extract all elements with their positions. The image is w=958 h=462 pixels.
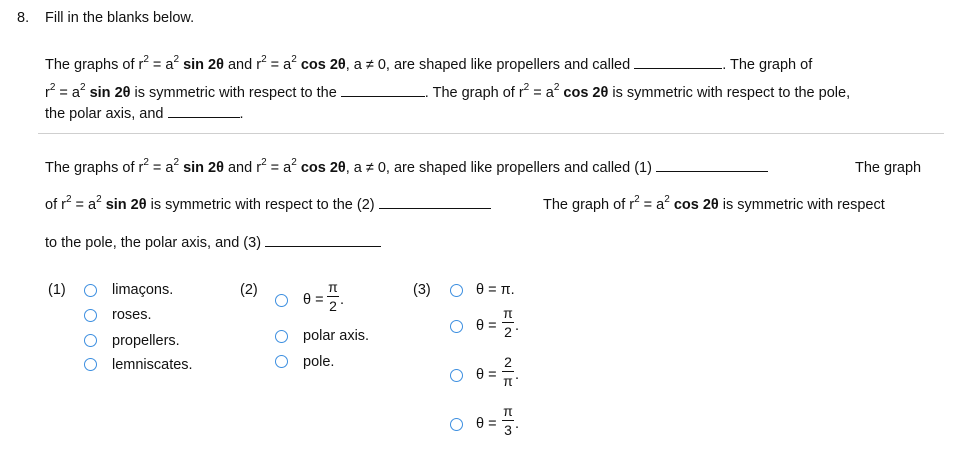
q3-radio-theta-pi-over-2[interactable]	[450, 320, 463, 333]
q2-radio-polar-axis[interactable]	[275, 330, 288, 343]
q3-frac-2-suffix: .	[515, 367, 520, 383]
fraction-bar	[502, 420, 514, 421]
q3-radio-theta-pi[interactable]	[450, 284, 463, 297]
q3-fraction-3	[502, 403, 514, 438]
q1-radio-roses[interactable]	[84, 309, 97, 322]
q1-option-roses[interactable]: roses.	[112, 307, 152, 323]
numbered-line-2	[45, 194, 491, 213]
exponent: 2	[143, 157, 149, 168]
exponent: 2	[173, 54, 180, 65]
text: r	[45, 85, 50, 101]
exponent: 2	[173, 157, 180, 168]
text: .	[239, 106, 244, 122]
q1-radio-lemniscates[interactable]	[84, 358, 97, 371]
q2-option-theta[interactable]: θ =	[303, 292, 324, 308]
exponent: 2	[634, 194, 640, 205]
exponent: 2	[80, 82, 86, 93]
blank-2	[341, 95, 425, 97]
q1-label: (1)	[48, 282, 66, 298]
cos-term: cos 2θ	[300, 160, 346, 176]
text: = a	[55, 85, 80, 101]
divider	[38, 133, 944, 134]
cos-term: cos 2θ	[673, 197, 719, 213]
q2-fraction	[327, 279, 339, 314]
numbered-line-1-end: The graph	[855, 160, 922, 176]
text: to the pole, the polar axis, and (3)	[45, 235, 262, 251]
sin-term: sin 2θ	[183, 57, 224, 73]
statement-line-2	[45, 82, 851, 101]
q3-radio-theta-2-over-pi[interactable]	[450, 369, 463, 382]
exponent: 2	[523, 82, 530, 93]
q1-radio-limacons[interactable]	[84, 284, 97, 297]
answer-blank-3	[265, 245, 381, 247]
fraction-bar	[327, 296, 339, 297]
q2-radio-theta-pi-over-2[interactable]	[275, 294, 288, 307]
exponent: 2	[65, 194, 72, 205]
blank-1	[634, 67, 722, 69]
question-prompt: Fill in the blanks below.	[45, 10, 195, 26]
q3-option-theta-pi[interactable]: θ = π.	[476, 282, 515, 298]
denominator: 3	[504, 422, 512, 438]
sin-term: sin 2θ	[105, 197, 147, 213]
denominator: π	[503, 373, 513, 389]
text: , a ≠ 0, are shaped like propellers and called (1)	[345, 160, 652, 176]
text: = a	[148, 160, 174, 176]
text: = a	[529, 85, 554, 101]
q1-radio-propellers[interactable]	[84, 334, 97, 347]
text: . The graph of r	[424, 85, 524, 101]
numerator: π	[503, 403, 513, 419]
exponent: 2	[261, 54, 267, 65]
numbered-line-2-end	[543, 194, 885, 213]
q3-label: (3)	[413, 282, 431, 298]
q1-option-propellers[interactable]: propellers.	[112, 333, 180, 349]
answer-blank-1	[656, 170, 768, 172]
statement-line-3	[45, 106, 244, 122]
cos-term: cos 2θ	[300, 57, 346, 73]
denominator: 2	[504, 324, 512, 340]
cos-term: cos 2θ	[563, 85, 609, 101]
blank-3	[168, 116, 240, 118]
text: is symmetric with respect to the	[130, 85, 337, 101]
text: and r	[223, 160, 262, 176]
text: = a	[266, 57, 292, 73]
text: . The graph of	[722, 57, 813, 73]
text: is symmetric with respect to the (2)	[146, 197, 375, 213]
fraction-bar	[502, 322, 514, 323]
sin-term: sin 2θ	[89, 85, 131, 101]
text: and r	[223, 57, 262, 73]
text: The graphs of r	[45, 160, 144, 176]
q3-fraction-2	[502, 354, 514, 389]
q1-option-limacons[interactable]: limaçons.	[112, 282, 174, 298]
text: is symmetric with respect	[718, 197, 885, 213]
q3-fraction-1	[502, 305, 514, 340]
q2-option-pole[interactable]: pole.	[303, 354, 335, 370]
text: , a ≠ 0, are shaped like propellers and called	[345, 57, 631, 73]
text: is symmetric with respect to the pole,	[608, 85, 851, 101]
text: = a	[639, 197, 665, 213]
text: = a	[148, 57, 174, 73]
exponent: 2	[49, 82, 56, 93]
fraction-bar	[502, 371, 514, 372]
answer-blank-2	[379, 207, 491, 209]
exponent: 2	[261, 157, 267, 168]
exponent: 2	[96, 194, 102, 205]
text: the polar axis, and	[45, 106, 164, 122]
q3-radio-theta-pi-over-3[interactable]	[450, 418, 463, 431]
text: = a	[266, 160, 292, 176]
q1-option-lemniscates[interactable]: lemniscates.	[112, 357, 193, 373]
exponent: 2	[553, 82, 560, 93]
sin-term: sin 2θ	[183, 160, 224, 176]
statement-line-1	[45, 54, 813, 73]
exponent: 2	[664, 194, 670, 205]
q3-frac-1-suffix: .	[515, 318, 520, 334]
numbered-line-3	[45, 235, 381, 251]
text: The graph of r	[543, 197, 635, 213]
q2-label: (2)	[240, 282, 258, 298]
exponent: 2	[291, 157, 297, 168]
q3-option-theta[interactable]: θ =	[476, 318, 497, 334]
q2-radio-pole[interactable]	[275, 355, 288, 368]
exponent: 2	[291, 54, 297, 65]
exponent: 2	[143, 54, 149, 65]
numbered-line-1	[45, 157, 768, 176]
numerator: π	[328, 279, 338, 295]
text: = a	[71, 197, 97, 213]
q3-option-theta[interactable]: θ =	[476, 416, 497, 432]
numerator: 2	[504, 354, 512, 370]
numerator: π	[503, 305, 513, 321]
text: of r	[45, 197, 66, 213]
text: The graphs of r	[45, 57, 144, 73]
q2-option-polar-axis[interactable]: polar axis.	[303, 328, 370, 344]
q3-frac-3-suffix: .	[515, 416, 520, 432]
q3-option-theta[interactable]: θ =	[476, 367, 497, 383]
denominator: 2	[329, 298, 337, 314]
question-number: 8.	[17, 10, 30, 26]
q2-frac-suffix: .	[340, 292, 345, 308]
